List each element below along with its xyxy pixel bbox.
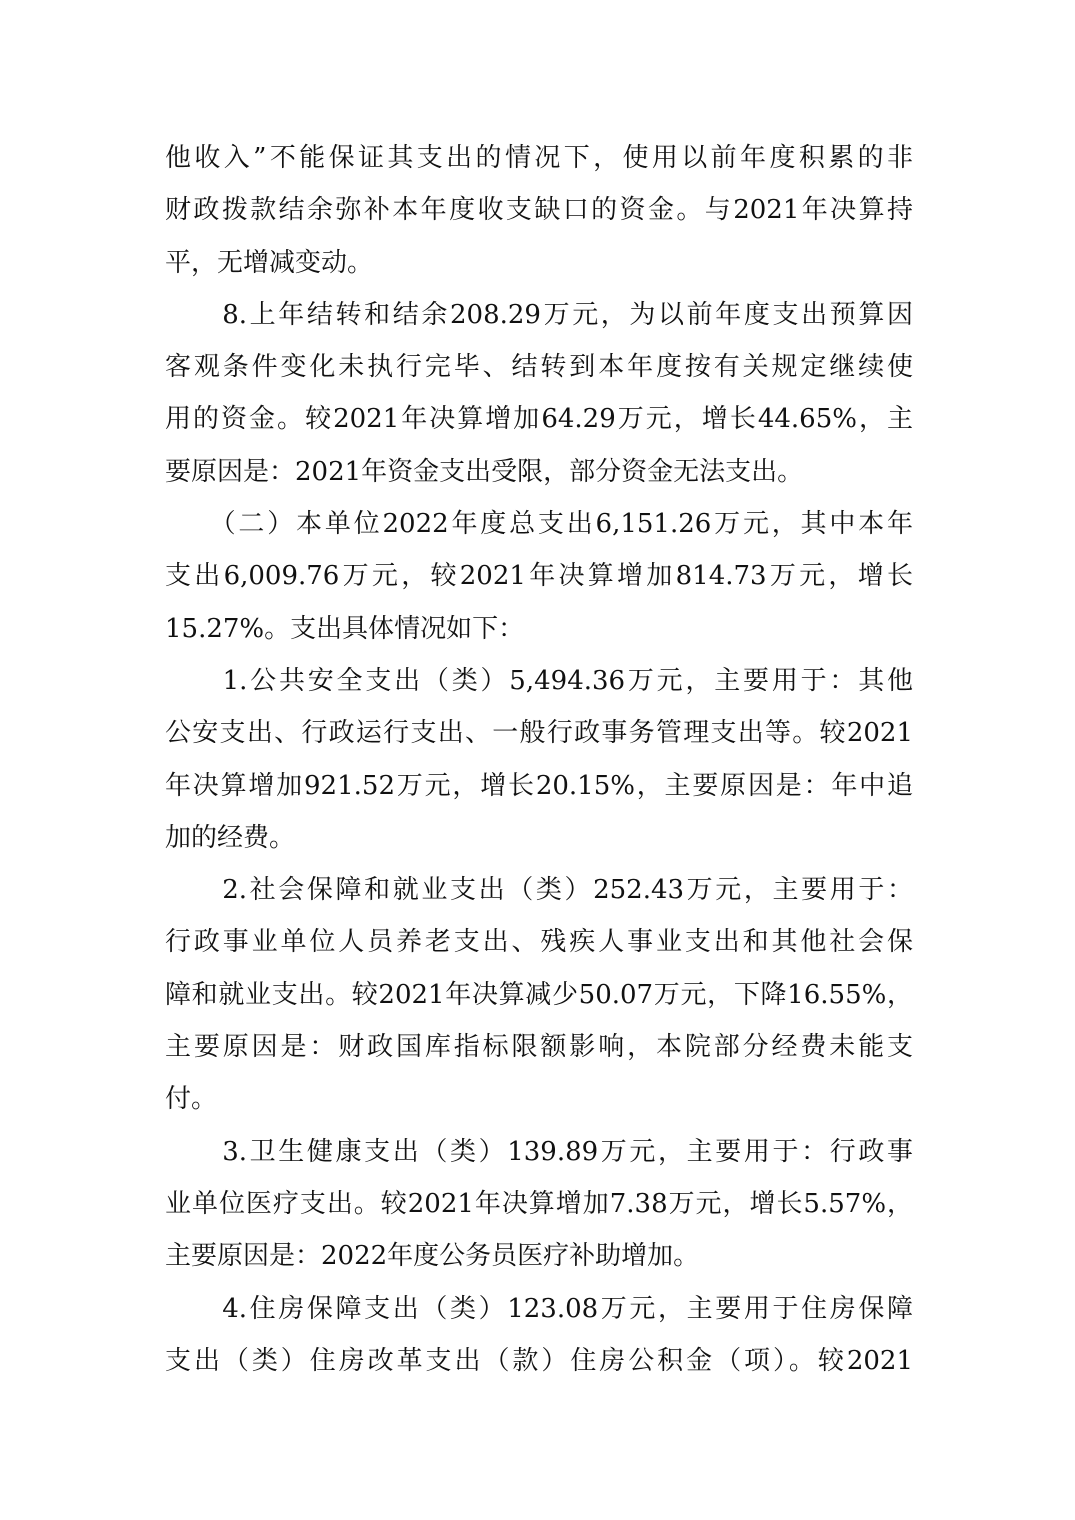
text-line: 主要原因是：财政国库指标限额影响，本院部分经费未能支 xyxy=(165,1032,913,1063)
text-line: 客观条件变化未执行完毕、结转到本年度按有关规定继续使 xyxy=(165,352,913,383)
text-line: 4.住房保障支出（类）123.08万元，主要用于住房保障 xyxy=(165,1293,913,1324)
document-body xyxy=(165,132,913,1387)
text-line: 他收入”不能保证其支出的情况下，使用以前年度积累的非 xyxy=(165,143,913,173)
text-line: 8.上年结转和结余208.29万元，为以前年度支出预算因 xyxy=(165,299,913,330)
text-line: 15.27%。支出具体情况如下： xyxy=(165,613,525,644)
text-line: 1.公共安全支出（类）5,494.36万元，主要用于：其他 xyxy=(165,665,913,696)
text-line: 公安支出、行政运行支出、一般行政事务管理支出等。较2021 xyxy=(165,718,913,749)
text-line: 3.卫生健康支出（类）139.89万元，主要用于：行政事 xyxy=(165,1136,913,1167)
text-line: 要原因是：2021年资金支出受限，部分资金无法支出。 xyxy=(165,456,804,487)
text-line: 障和就业支出。较2021年决算减少50.07万元，下降16.55%， xyxy=(165,979,913,1010)
text-line: 支出（类）住房改革支出（款）住房公积金（项）。较2021 xyxy=(165,1345,913,1376)
text-line: 用的资金。较2021年决算增加64.29万元，增长44.65%，主 xyxy=(165,404,913,435)
text-line: 平，无增减变动。 xyxy=(165,247,374,278)
text-line: 加的经费。 xyxy=(165,822,296,853)
text-line: 支出6,009.76万元，较2021年决算增加814.73万元，增长 xyxy=(165,561,913,592)
text-line: 2.社会保障和就业支出（类）252.43万元，主要用于： xyxy=(165,875,913,906)
text-line: 财政拨款结余弥补本年度收支缺口的资金。与2021年决算持 xyxy=(165,195,913,226)
text-line: 年决算增加921.52万元，增长20.15%，主要原因是：年中追 xyxy=(165,770,913,801)
text-line: 主要原因是：2022年度公务员医疗补助增加。 xyxy=(165,1241,700,1272)
text-line: 行政事业单位人员养老支出、残疾人事业支出和其他社会保 xyxy=(165,927,913,958)
text-line: 业单位医疗支出。较2021年决算增加7.38万元，增长5.57%， xyxy=(165,1188,913,1219)
text-line: （二）本单位2022年度总支出6,151.26万元，其中本年 xyxy=(165,509,913,540)
text-line: 付。 xyxy=(165,1084,218,1115)
